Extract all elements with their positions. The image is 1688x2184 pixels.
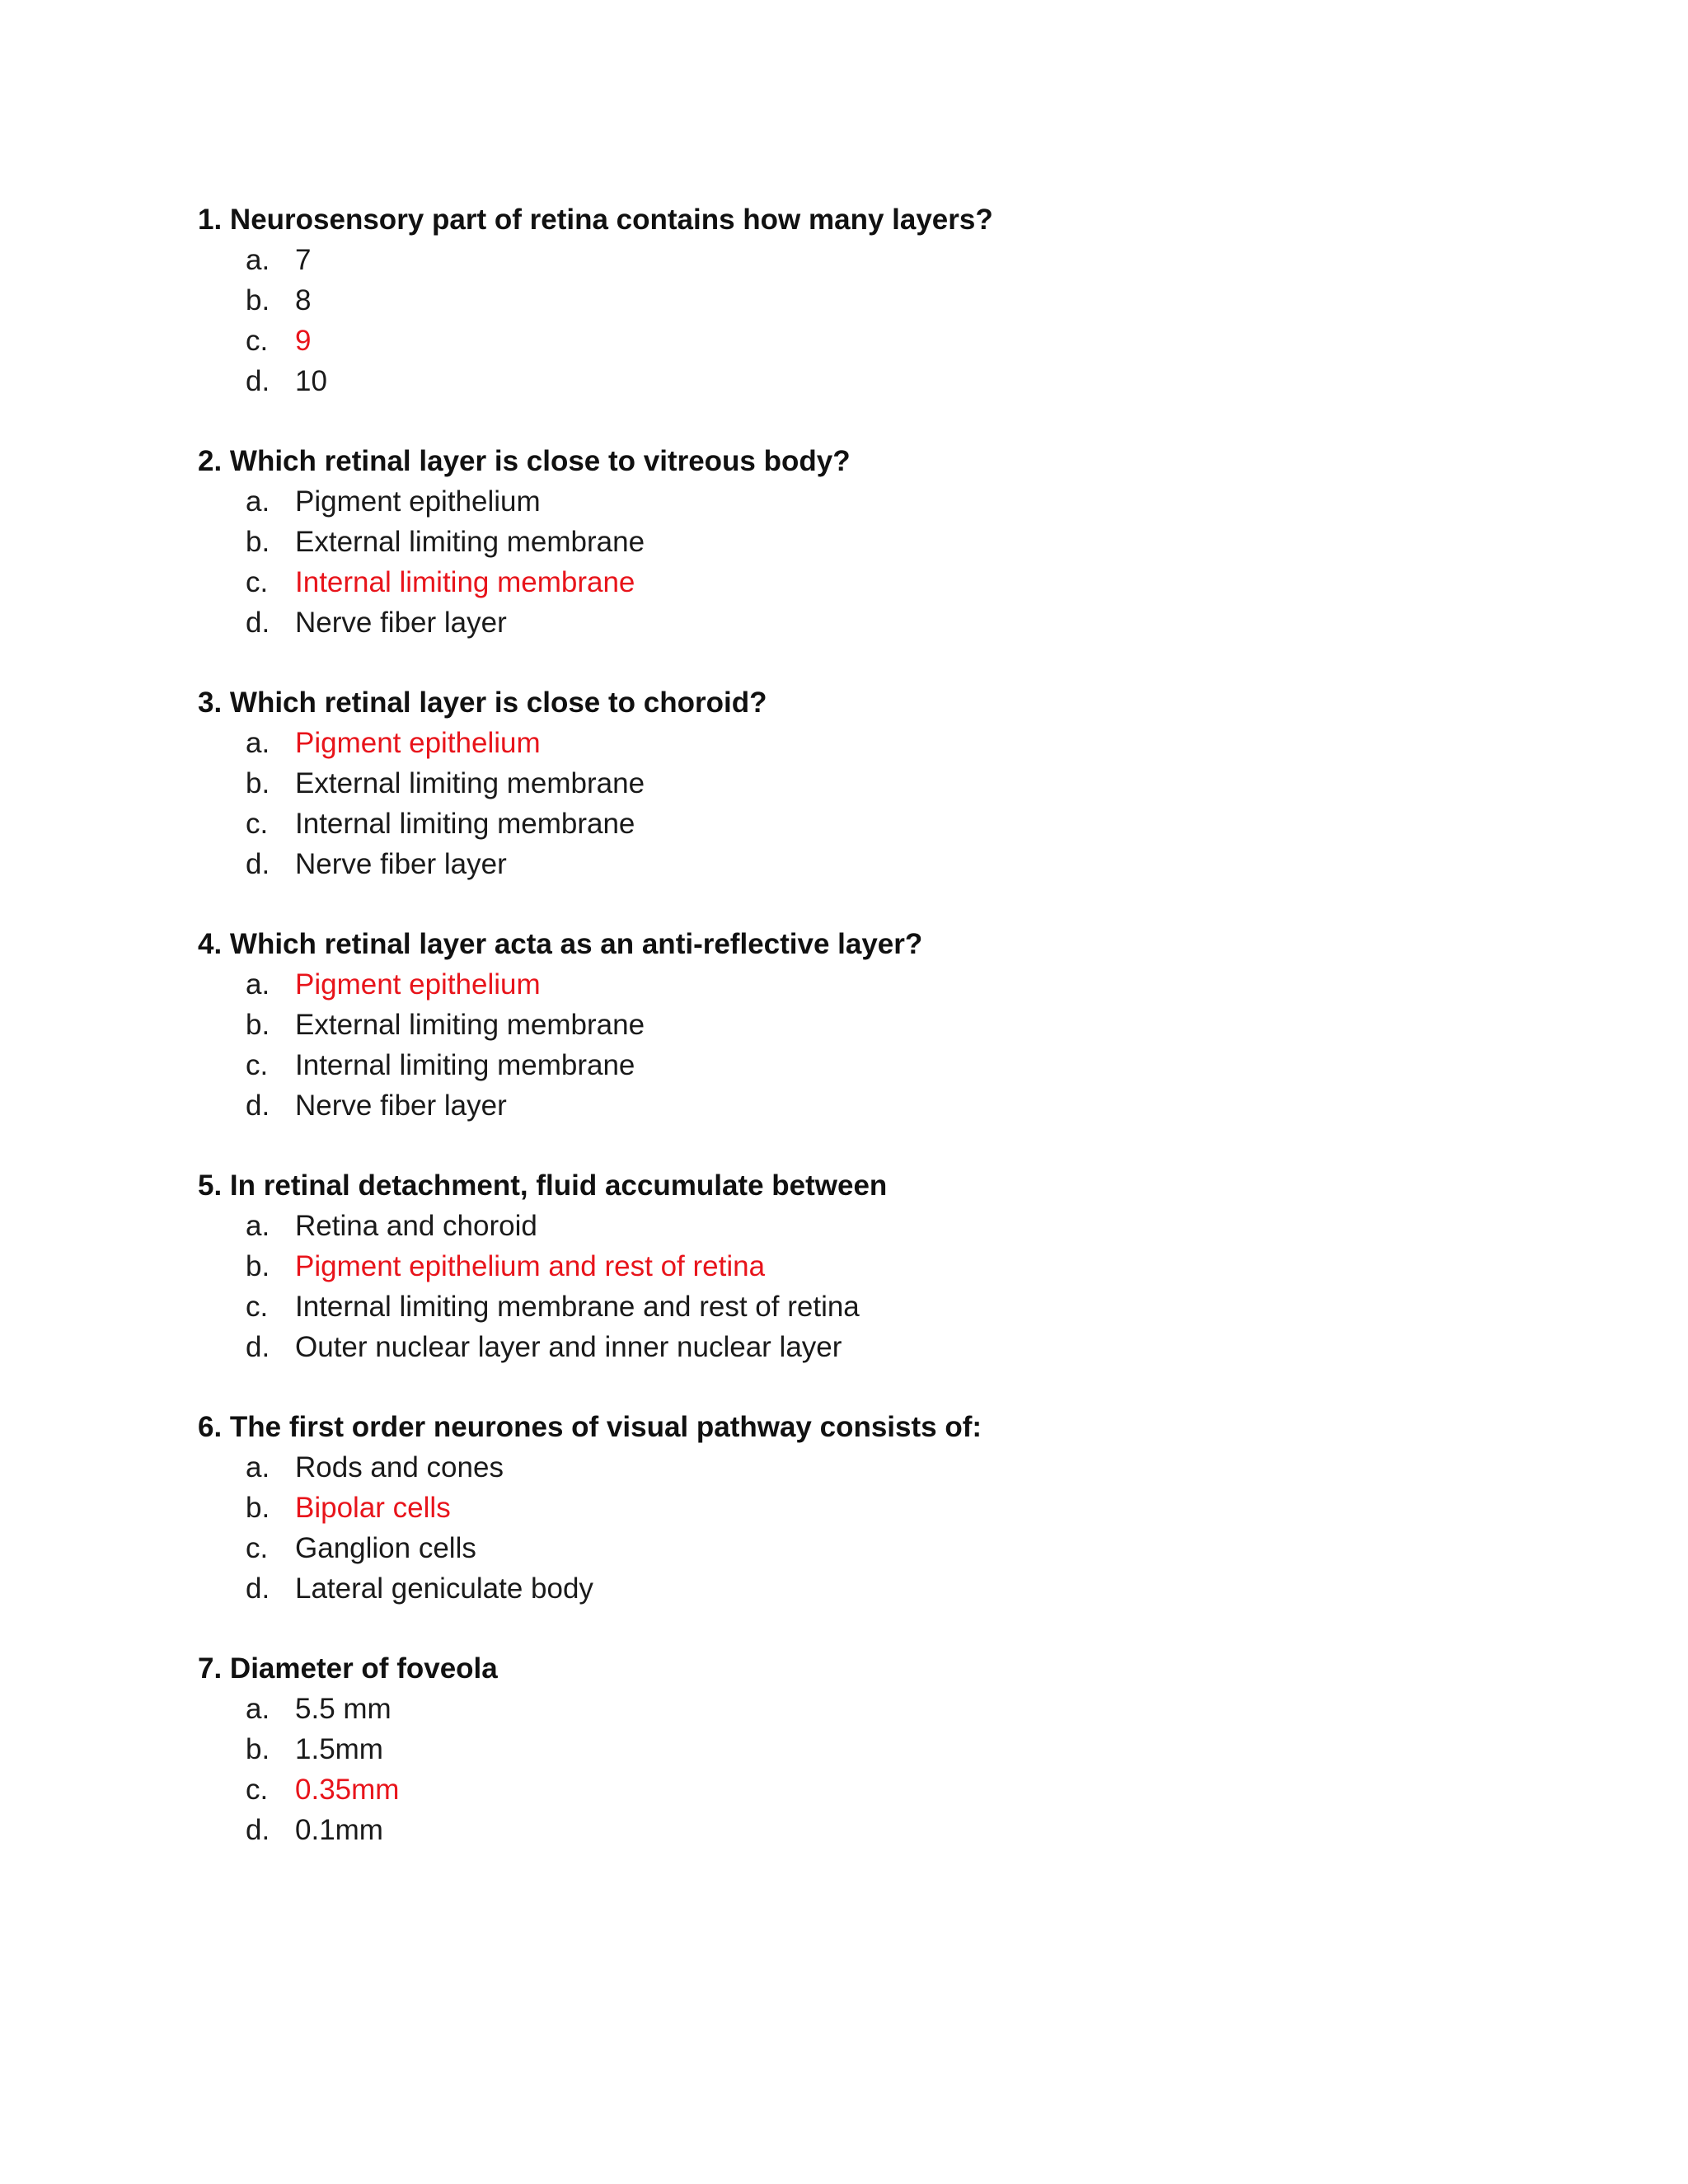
option-text: Pigment epithelium — [295, 485, 541, 518]
option-letter: d. — [246, 1814, 270, 1846]
option-text: 7 — [295, 244, 312, 276]
option-letter: a. — [246, 1693, 270, 1725]
option-text: External limiting membrane — [295, 1009, 645, 1041]
option-letter: b. — [246, 1733, 270, 1765]
option-letter: a. — [246, 485, 270, 518]
option-c — [198, 1528, 1517, 1568]
option-letter: c. — [246, 566, 269, 598]
question-title: 5. In retinal detachment, fluid accumulate between — [198, 1169, 888, 1202]
option-d — [198, 1568, 1517, 1609]
option-b — [198, 1246, 1517, 1286]
option-text: Nerve fiber layer — [295, 607, 507, 639]
option-list — [198, 1447, 1517, 1609]
option-text: Nerve fiber layer — [295, 1090, 507, 1122]
option-a — [198, 1447, 1517, 1488]
option-letter: a. — [246, 1451, 270, 1483]
option-a — [198, 240, 1517, 280]
option-letter: a. — [246, 244, 270, 276]
question-title: 2. Which retinal layer is close to vitreous body? — [198, 445, 851, 477]
question-title: 1. Neurosensory part of retina contains how many layers? — [198, 204, 993, 236]
option-c — [198, 1286, 1517, 1327]
option-letter: a. — [246, 1210, 270, 1242]
question-7 — [198, 1649, 1517, 1850]
question-5 — [198, 1166, 1517, 1367]
option-d — [198, 1810, 1517, 1850]
option-b — [198, 763, 1517, 804]
option-text: Retina and choroid — [295, 1210, 537, 1242]
option-c — [198, 1045, 1517, 1085]
option-a — [198, 964, 1517, 1005]
option-d — [198, 844, 1517, 884]
option-letter: d. — [246, 1331, 270, 1363]
option-letter: c. — [246, 325, 269, 357]
option-a — [198, 481, 1517, 522]
option-text: Nerve fiber layer — [295, 848, 507, 880]
option-d — [198, 602, 1517, 643]
option-d — [198, 361, 1517, 401]
option-c — [198, 1769, 1517, 1810]
question-4 — [198, 925, 1517, 1126]
quiz-document — [198, 200, 1517, 1891]
correct-answer-text: Pigment epithelium — [295, 727, 541, 759]
option-text: Internal limiting membrane — [295, 808, 635, 840]
option-b — [198, 1488, 1517, 1528]
option-text: 0.1mm — [295, 1814, 383, 1846]
correct-answer-text: 0.35mm — [295, 1774, 400, 1806]
option-list — [198, 1206, 1517, 1367]
option-letter: b. — [246, 1492, 270, 1524]
option-c — [198, 321, 1517, 361]
option-letter: c. — [246, 1774, 269, 1806]
option-letter: b. — [246, 284, 270, 316]
option-b — [198, 522, 1517, 562]
question-title: 7. Diameter of foveola — [198, 1652, 498, 1685]
option-d — [198, 1327, 1517, 1367]
option-letter: b. — [246, 767, 270, 799]
option-text: 10 — [295, 365, 327, 397]
option-text: 1.5mm — [295, 1733, 383, 1765]
option-b — [198, 280, 1517, 321]
option-b — [198, 1005, 1517, 1045]
option-text: Ganglion cells — [295, 1532, 476, 1564]
correct-answer-text: 9 — [295, 325, 312, 357]
question-1 — [198, 200, 1517, 401]
option-letter: d. — [246, 607, 270, 639]
option-list — [198, 964, 1517, 1126]
option-d — [198, 1085, 1517, 1126]
option-list — [198, 1689, 1517, 1850]
option-letter: d. — [246, 1090, 270, 1122]
option-b — [198, 1729, 1517, 1769]
option-list — [198, 481, 1517, 643]
question-6 — [198, 1408, 1517, 1609]
question-2 — [198, 442, 1517, 643]
option-letter: b. — [246, 1250, 270, 1282]
question-title: 4. Which retinal layer acta as an anti-reflective layer? — [198, 928, 923, 960]
option-text: 5.5 mm — [295, 1693, 392, 1725]
option-letter: d. — [246, 848, 270, 880]
correct-answer-text: Internal limiting membrane — [295, 566, 635, 598]
option-text: Outer nuclear layer and inner nuclear layer — [295, 1331, 842, 1363]
option-list — [198, 240, 1517, 401]
option-text: Internal limiting membrane and rest of retina — [295, 1291, 860, 1323]
option-text: External limiting membrane — [295, 767, 645, 799]
option-c — [198, 562, 1517, 602]
option-a — [198, 723, 1517, 763]
option-letter: d. — [246, 1572, 270, 1605]
option-text: Lateral geniculate body — [295, 1572, 593, 1605]
option-text: Internal limiting membrane — [295, 1049, 635, 1081]
option-a — [198, 1689, 1517, 1729]
correct-answer-text: Pigment epithelium — [295, 968, 541, 1001]
option-text: 8 — [295, 284, 312, 316]
option-letter: d. — [246, 365, 270, 397]
option-letter: c. — [246, 1532, 269, 1564]
option-letter: b. — [246, 526, 270, 558]
correct-answer-text: Pigment epithelium and rest of retina — [295, 1250, 766, 1282]
option-letter: c. — [246, 1049, 269, 1081]
option-text: External limiting membrane — [295, 526, 645, 558]
option-letter: b. — [246, 1009, 270, 1041]
question-title: 6. The first order neurones of visual pathway consists of: — [198, 1411, 982, 1443]
option-letter: a. — [246, 727, 270, 759]
option-a — [198, 1206, 1517, 1246]
option-list — [198, 723, 1517, 884]
option-letter: c. — [246, 808, 269, 840]
option-letter: c. — [246, 1291, 269, 1323]
option-text: Rods and cones — [295, 1451, 504, 1483]
correct-answer-text: Bipolar cells — [295, 1492, 451, 1524]
question-3 — [198, 683, 1517, 884]
question-title: 3. Which retinal layer is close to choroid? — [198, 687, 767, 719]
option-c — [198, 804, 1517, 844]
option-letter: a. — [246, 968, 270, 1001]
